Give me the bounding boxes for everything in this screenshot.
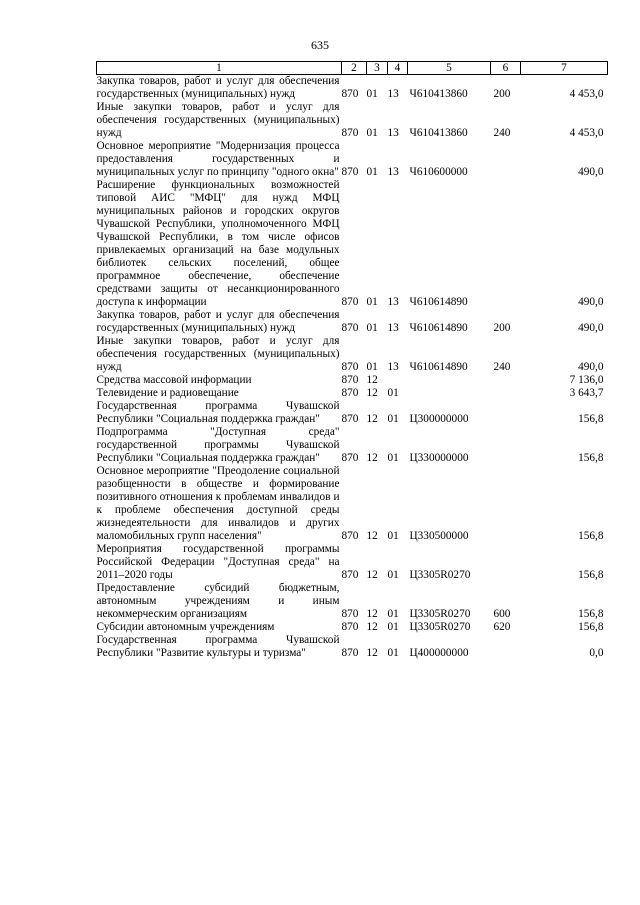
row-c2-cell: 870 xyxy=(341,166,359,178)
row-c6-cell: 240 xyxy=(493,361,511,373)
row-c5-cell xyxy=(408,387,491,400)
table-row xyxy=(97,621,608,634)
row-c7-cell: 156,8 xyxy=(578,413,604,425)
table-row xyxy=(97,374,608,387)
row-c3-cell: 12 xyxy=(366,387,378,399)
row-c6-cell xyxy=(491,426,521,465)
column-header: 5 xyxy=(408,62,491,75)
row-c3-cell: 12 xyxy=(366,608,378,620)
row-c6-cell xyxy=(491,543,521,582)
table-row xyxy=(97,387,608,400)
table-row xyxy=(97,140,608,179)
row-name-cell: Государственная программа Чувашской Республики "Развитие культуры и туризма" xyxy=(96,634,340,659)
row-c5-cell: Ц3305R0270 xyxy=(409,608,471,620)
row-c4-cell: 01 xyxy=(387,569,399,581)
table-row xyxy=(97,75,608,102)
row-c4-cell: 01 xyxy=(387,452,399,464)
row-name-cell: Субсидии автономным учреждениям xyxy=(96,621,275,633)
row-c5-cell: Ч610614890 xyxy=(409,322,468,334)
table-row xyxy=(97,179,608,309)
column-header: 3 xyxy=(367,62,388,75)
row-name-cell: Подпрограмма "Доступная среда" государственной программы Чувашской Республики "Социальная поддержка граждан" xyxy=(96,426,340,464)
column-header: 2 xyxy=(342,62,367,75)
row-c3-cell: 12 xyxy=(366,569,378,581)
row-c2-cell: 870 xyxy=(341,530,359,542)
row-c4-cell: 01 xyxy=(387,387,399,399)
row-c6-cell xyxy=(491,140,521,179)
row-c2-cell: 870 xyxy=(341,374,359,386)
row-name-cell: Расширение функциональных возможностей типовой АИС "МФЦ" для нужд МФЦ муниципальных районов и городских округов Чувашской Республики, уполномоченного МФЦ Чувашской Республики, в том числе офисов привлекаемых организаций на базе модульных библиотек сельских поселений, общее программное обеспечение, обеспечение средствами защиты от несанкционированного доступа к информации xyxy=(96,179,340,308)
table-header-row xyxy=(97,62,608,75)
row-c3-cell: 01 xyxy=(366,296,378,308)
row-c3-cell: 12 xyxy=(366,413,378,425)
page-number: 635 xyxy=(311,38,329,52)
row-c4-cell: 01 xyxy=(387,621,399,633)
row-c7-cell: 4 453,0 xyxy=(569,127,604,139)
row-c7-cell: 156,8 xyxy=(578,452,604,464)
row-c2-cell: 870 xyxy=(341,413,359,425)
row-c6-cell xyxy=(491,374,521,387)
row-c4-cell: 01 xyxy=(387,530,399,542)
row-c4-cell: 13 xyxy=(387,166,399,178)
row-c4-cell: 01 xyxy=(387,647,399,659)
row-name-cell: Мероприятия государственной программы Российской Федерации "Доступная среда" на 2011–2020 годы xyxy=(96,543,340,581)
row-c6-cell xyxy=(491,465,521,543)
row-c7-cell: 490,0 xyxy=(578,166,604,178)
row-name-cell: Предоставление субсидий бюджетным, автономным учреждениям и иным некоммерческим организациям xyxy=(96,582,340,620)
row-name-cell: Иные закупки товаров, работ и услуг для обеспечения государственных (муниципальных) нужд xyxy=(96,335,340,373)
row-c2-cell: 870 xyxy=(341,608,359,620)
row-c2-cell: 870 xyxy=(341,621,359,633)
row-c7-cell: 0,0 xyxy=(589,647,604,659)
row-c7-cell: 156,8 xyxy=(578,530,604,542)
row-c7-cell: 156,8 xyxy=(578,621,604,633)
column-header: 7 xyxy=(521,62,608,75)
table-row xyxy=(97,582,608,621)
row-c7-cell: 490,0 xyxy=(578,322,604,334)
row-c4-cell: 01 xyxy=(387,608,399,620)
row-c7-cell: 490,0 xyxy=(578,361,604,373)
row-c5-cell: Ч610614890 xyxy=(409,361,468,373)
row-name-cell: Государственная программа Чувашской Республики "Социальная поддержка граждан" xyxy=(96,400,340,425)
row-c4-cell: 13 xyxy=(387,361,399,373)
row-c3-cell: 12 xyxy=(366,452,378,464)
row-name-cell: Средства массовой информации xyxy=(96,374,252,386)
row-c5-cell: Ц300000000 xyxy=(409,413,469,425)
column-header: 4 xyxy=(388,62,408,75)
row-c3-cell: 01 xyxy=(366,322,378,334)
row-c7-cell: 4 453,0 xyxy=(569,88,604,100)
row-c2-cell: 870 xyxy=(341,361,359,373)
row-c3-cell: 12 xyxy=(366,374,378,386)
row-c2-cell: 870 xyxy=(341,569,359,581)
row-c6-cell: 200 xyxy=(493,322,511,334)
row-c3-cell: 01 xyxy=(366,166,378,178)
row-c5-cell xyxy=(408,374,491,387)
row-c5-cell: Ц330500000 xyxy=(409,530,469,542)
table-row xyxy=(97,543,608,582)
row-c6-cell: 200 xyxy=(493,88,511,100)
row-c2-cell: 870 xyxy=(341,127,359,139)
row-c6-cell: 620 xyxy=(493,621,511,633)
row-c4-cell: 01 xyxy=(387,413,399,425)
row-name-cell: Основное мероприятие "Преодоление социальной разобщенности в обществе и формирование позитивного отношения к проблемам инвалидов и к проблеме обеспечения доступной среды жизнедеятельности для инвалидов и других маломобильных групп населения" xyxy=(96,465,340,542)
column-header: 1 xyxy=(97,62,342,75)
row-c7-cell: 7 136,0 xyxy=(569,374,604,386)
row-c3-cell: 12 xyxy=(366,647,378,659)
row-name-cell: Иные закупки товаров, работ и услуг для обеспечения государственных (муниципальных) нужд xyxy=(96,101,340,139)
row-c5-cell: Ц3305R0270 xyxy=(409,569,471,581)
table-row xyxy=(97,335,608,374)
row-c5-cell: Ц3305R0270 xyxy=(409,621,471,633)
table-row xyxy=(97,101,608,140)
row-c3-cell: 01 xyxy=(366,361,378,373)
row-c2-cell: 870 xyxy=(341,387,359,399)
row-c6-cell: 240 xyxy=(493,127,511,139)
row-c5-cell: Ц330000000 xyxy=(409,452,469,464)
row-c3-cell: 12 xyxy=(366,621,378,633)
budget-table xyxy=(96,61,608,660)
row-name-cell: Закупка товаров, работ и услуг для обеспечения государственных (муниципальных) нужд xyxy=(96,75,340,100)
row-c5-cell: Ц400000000 xyxy=(409,647,469,659)
row-c5-cell: Ч610600000 xyxy=(409,166,468,178)
table-row xyxy=(97,400,608,426)
table-row xyxy=(97,309,608,335)
row-c4-cell: 13 xyxy=(387,88,399,100)
row-c3-cell: 01 xyxy=(366,88,378,100)
row-c6-cell xyxy=(491,400,521,426)
row-c4-cell: 13 xyxy=(387,127,399,139)
row-c4-cell xyxy=(388,374,408,387)
row-c5-cell: Ч610614890 xyxy=(409,296,468,308)
table-row xyxy=(97,634,608,660)
table-row xyxy=(97,465,608,543)
row-c5-cell: Ч610413860 xyxy=(409,88,468,100)
row-c2-cell: 870 xyxy=(341,88,359,100)
row-c6-cell: 600 xyxy=(493,608,511,620)
row-c3-cell: 01 xyxy=(366,127,378,139)
table-row xyxy=(97,426,608,465)
row-c7-cell: 3 643,7 xyxy=(569,387,604,399)
row-c2-cell: 870 xyxy=(341,296,359,308)
row-c7-cell: 156,8 xyxy=(578,569,604,581)
row-c2-cell: 870 xyxy=(341,452,359,464)
row-c6-cell xyxy=(491,387,521,400)
row-name-cell: Закупка товаров, работ и услуг для обеспечения государственных (муниципальных) нужд xyxy=(96,309,340,334)
row-c6-cell xyxy=(491,179,521,309)
row-c4-cell: 13 xyxy=(387,322,399,334)
row-name-cell: Основное мероприятие "Модернизация процесса предоставления государственных и муниципальных услуг по принципу "одного окна" xyxy=(96,140,340,178)
row-c7-cell: 490,0 xyxy=(578,296,604,308)
row-c4-cell: 13 xyxy=(387,296,399,308)
column-header: 6 xyxy=(491,62,521,75)
row-c7-cell: 156,8 xyxy=(578,608,604,620)
row-c5-cell: Ч610413860 xyxy=(409,127,468,139)
row-name-cell: Телевидение и радиовещание xyxy=(96,387,239,399)
row-c3-cell: 12 xyxy=(366,530,378,542)
row-c6-cell xyxy=(491,634,521,660)
row-c2-cell: 870 xyxy=(341,647,359,659)
row-c2-cell: 870 xyxy=(341,322,359,334)
